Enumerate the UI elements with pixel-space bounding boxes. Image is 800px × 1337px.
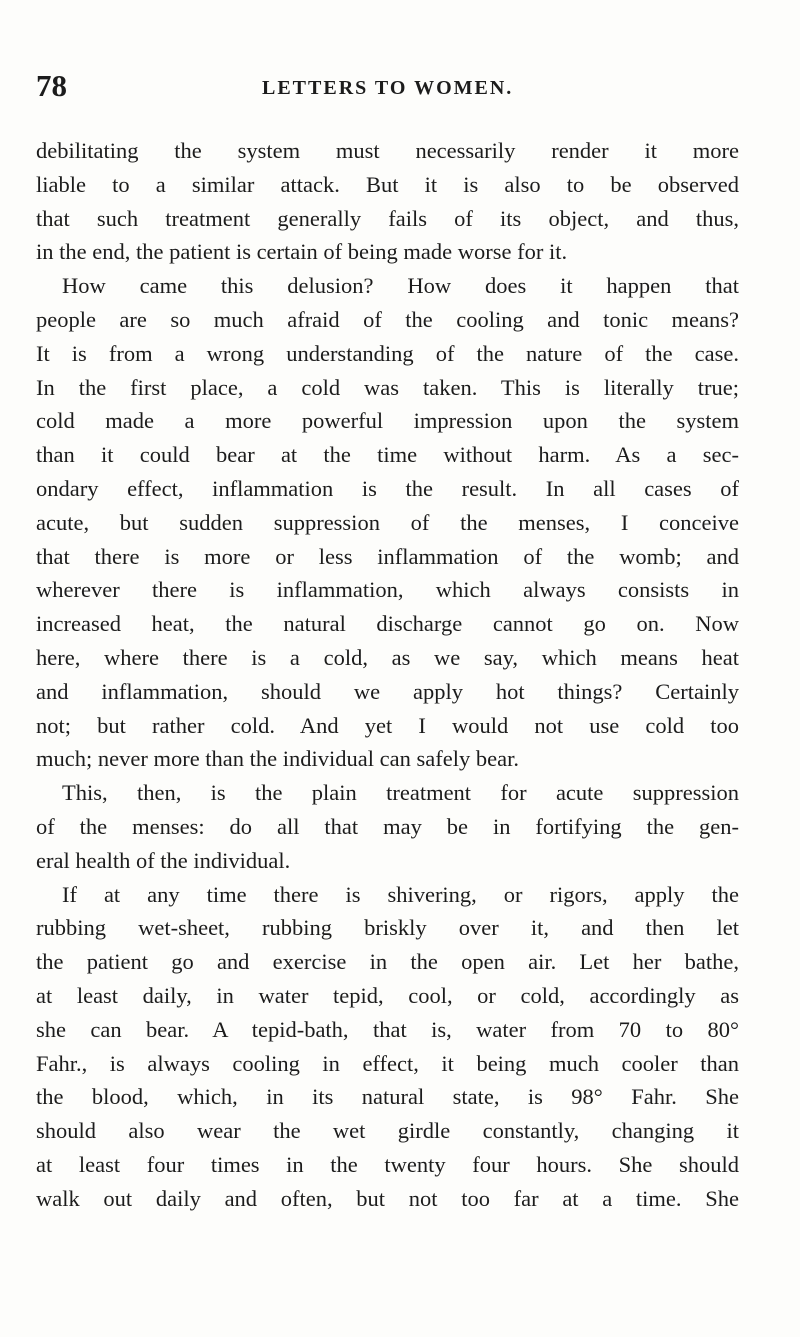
text-line: that such treatment generally fails of its object, and thus, <box>36 205 739 231</box>
text-line: rubbing wet-sheet, rubbing briskly over it, and then let <box>36 915 739 941</box>
text-line: not; but rather cold. And yet I would not use cold too <box>36 712 739 738</box>
text-line: eral health of the individual. <box>36 847 291 873</box>
text-line: It is from a wrong understanding of the nature of the case. <box>36 340 739 366</box>
text-line: walk out daily and often, but not too far at a time. She <box>36 1185 739 1211</box>
text-line: in the end, the patient is certain of being made worse for it. <box>36 239 568 265</box>
text-line: the blood, which, in its natural state, is 98° Fahr. She <box>36 1084 739 1110</box>
text-line: should also wear the wet girdle constantly, changing it <box>36 1118 739 1144</box>
text-line: than it could bear at the time without harm. As a sec- <box>36 442 739 468</box>
text-line: In the first place, a cold was taken. This is literally true; <box>36 374 739 400</box>
text-line: people are so much afraid of the cooling and tonic means? <box>36 306 739 332</box>
text-line: Fahr., is always cooling in effect, it being much cooler than <box>36 1050 739 1076</box>
text-line: of the menses: do all that may be in fortifying the gen- <box>36 813 739 839</box>
running-head: LETTERS TO WOMEN. <box>262 77 514 99</box>
text-line: and inflammation, should we apply hot things? Certainly <box>36 678 739 704</box>
text-line: at least four times in the twenty four hours. She should <box>36 1151 739 1177</box>
text-line: liable to a similar attack. But it is also to be observed <box>36 171 739 197</box>
text-line: ondary effect, inflammation is the result. In all cases of <box>36 475 739 501</box>
text-line: the patient go and exercise in the open air. Let her bathe, <box>36 949 739 975</box>
text-line: at least daily, in water tepid, cool, or cold, accordingly as <box>36 982 739 1008</box>
page-header <box>22 66 782 106</box>
text-line: here, where there is a cold, as we say, which means heat <box>36 644 739 670</box>
text-line: This, then, is the plain treatment for acute suppression <box>62 780 739 806</box>
text-line: cold made a more powerful impression upon the system <box>36 408 739 434</box>
text-line: increased heat, the natural discharge cannot go on. Now <box>36 611 739 637</box>
text-line: wherever there is inflammation, which always consists in <box>36 577 739 603</box>
body-text <box>36 134 739 1216</box>
text-line: she can bear. A tepid-bath, that is, water from 70 to 80° <box>36 1016 739 1042</box>
text-line: acute, but sudden suppression of the menses, I conceive <box>36 509 739 535</box>
text-line: that there is more or less inflammation of the womb; and <box>36 543 739 569</box>
page-number: 78 <box>36 68 67 103</box>
text-line: How came this delusion? How does it happen that <box>62 273 739 299</box>
text-line: debilitating the system must necessarily render it more <box>36 138 739 163</box>
text-line: If at any time there is shivering, or rigors, apply the <box>62 881 739 907</box>
text-line: much; never more than the individual can safely bear. <box>36 746 519 772</box>
